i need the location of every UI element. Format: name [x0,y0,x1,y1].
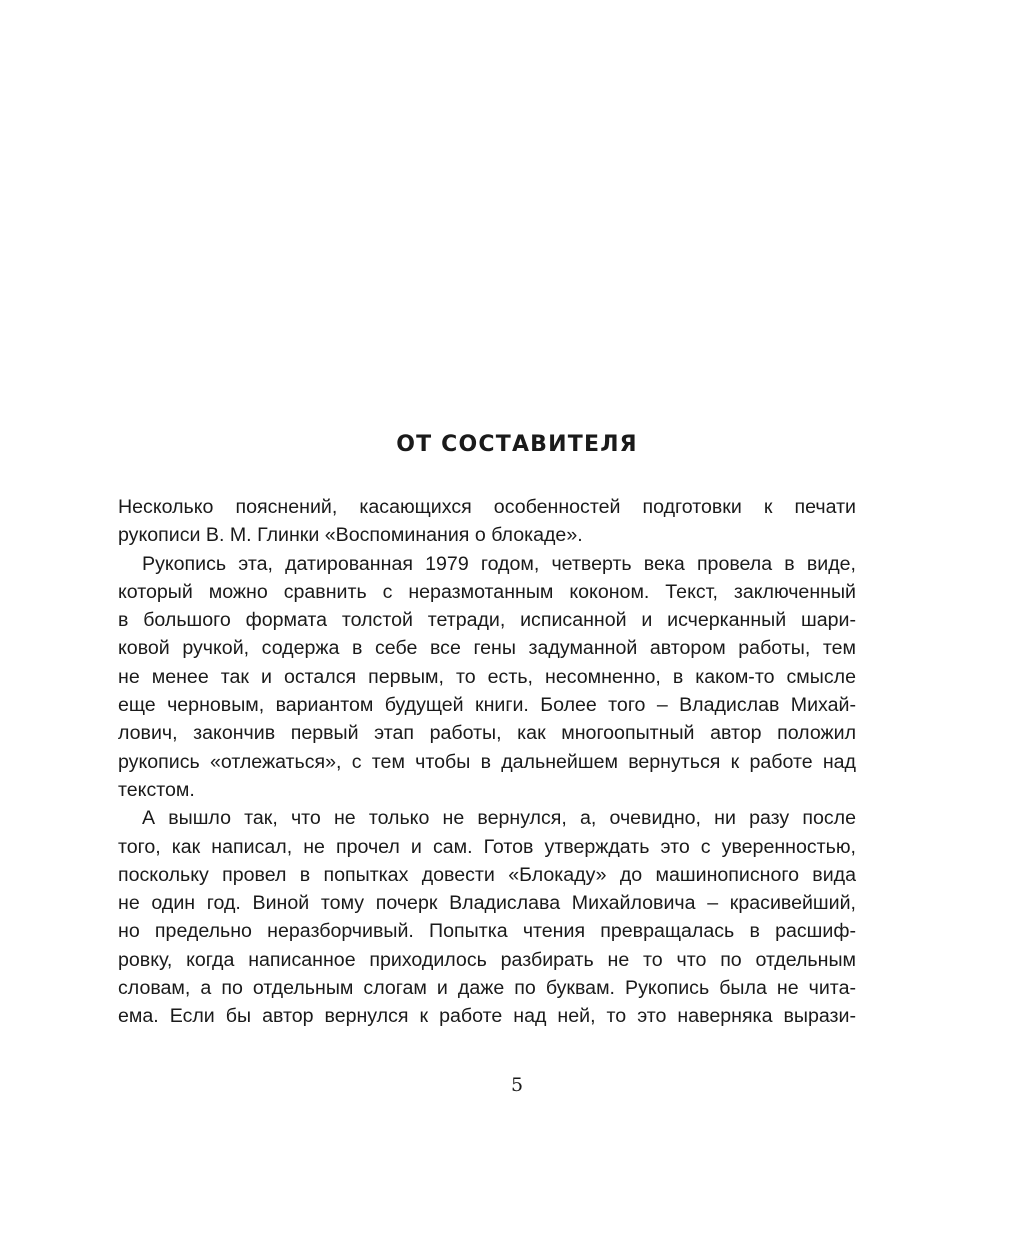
text-line: того, как написал, не прочел и сам. Готов утверждать это с уверенностью, [118,835,856,858]
text-line: Рукопись эта, датированная 1979 годом, четверть века провела в виде, [142,552,856,575]
body-text [118,493,856,1031]
text-line: лович, закончив первый этап работы, как многоопытный автор положил [118,722,856,745]
text-line: А вышло так, что не только не вернулся, а, очевидно, ни разу после [142,807,856,830]
text-line: не менее так и остался первым, то есть, несомненно, в каком-то смысле [118,665,856,688]
text-line: ковой ручкой, содержа в себе все гены задуманной автором работы, тем [118,637,856,660]
page-number: 5 [510,1074,524,1096]
paragraph [118,550,856,805]
text-line: ема. Если бы автор вернулся к работе над ней, то это наверняка вырази- [118,1005,856,1028]
chapter-title: ОТ СОСТАВИТЕЛЯ [396,432,638,457]
text-line: текстом. [118,778,195,801]
text-line: словам, а по отдельным слогам и даже по буквам. Рукопись была не чита- [118,977,856,1000]
text-line: Несколько пояснений, касающихся особенностей подготовки к печати [118,496,856,518]
text-line: рукопись «отлежаться», с тем чтобы в дальнейшем вернуться к работе над [118,750,856,773]
text-line: ровку, когда написанное приходилось разбирать не то что по отдельным [118,948,856,971]
text-line: но предельно неразборчивый. Попытка чтения превращалась в расшиф- [118,920,856,943]
text-line: рукописи В. М. Глинки «Воспоминания о блокаде». [118,524,583,547]
paragraph [118,493,856,550]
paragraph [118,804,856,1030]
text-line: который можно сравнить с неразмотанным коконом. Текст, заключенный [118,580,856,603]
text-line: поскольку провел в попытках довести «Блокаду» до машинописного вида [118,863,856,886]
text-line: еще черновым, вариантом будущей книги. Более того – Владислав Михай- [118,694,856,717]
text-line: не один год. Виной тому почерк Владислава Михайловича – красивейший, [118,892,856,915]
text-line: в большого формата толстой тетради, исписанной и исчерканный шари- [118,609,856,632]
